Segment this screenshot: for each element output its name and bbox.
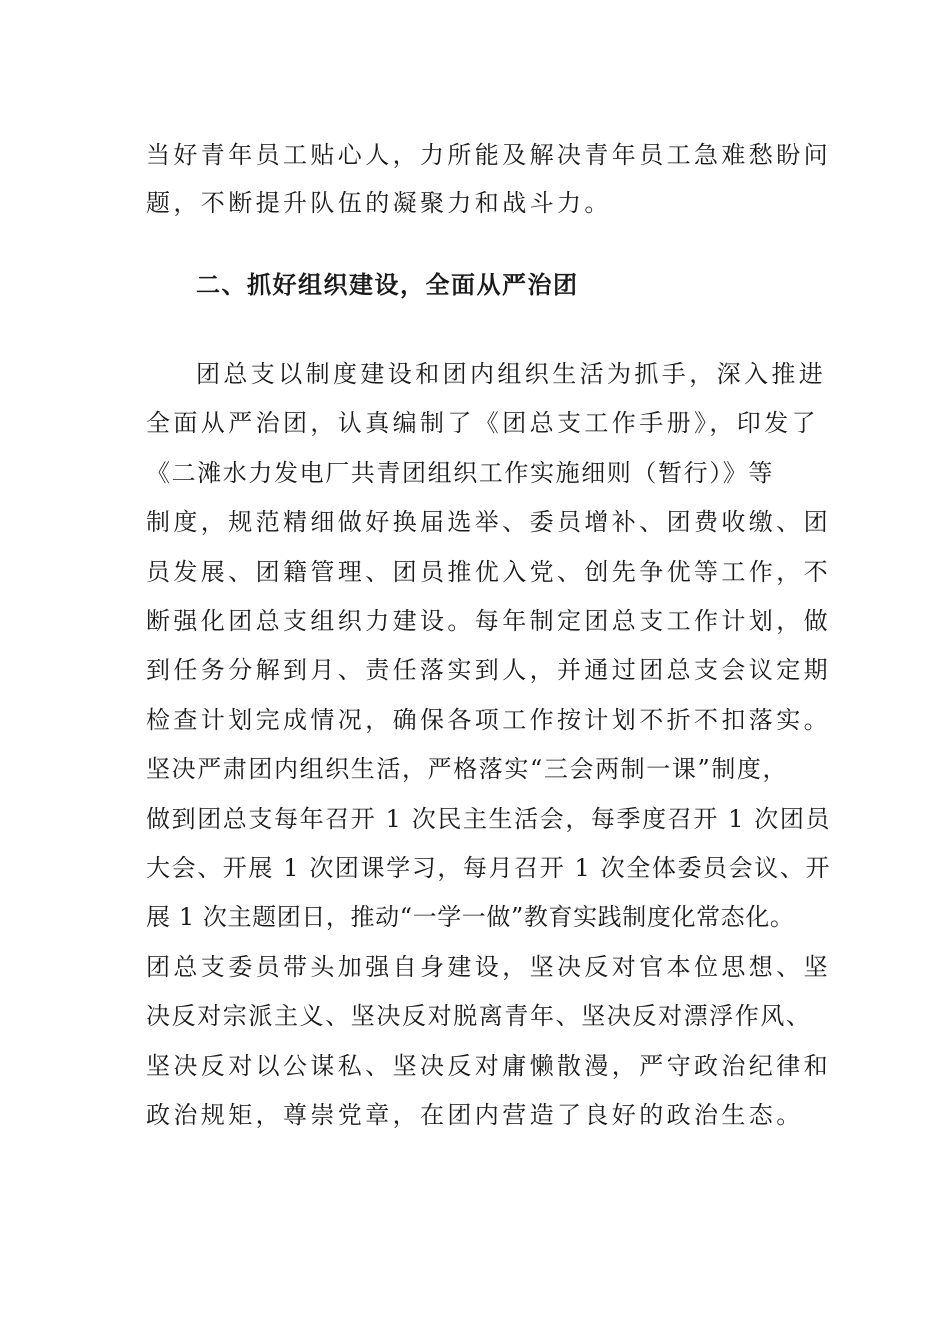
continuation-line-1: 当好青年员工贴心人，力所能及解决青年员工急难愁盼问 <box>146 141 831 169</box>
paragraph-line-1: 团总支以制度建设和团内组织生活为抓手，深入推进 <box>196 360 827 388</box>
paragraph-line-13: 团总支委员带头加强自身建设，坚决反对官本位思想、坚 <box>146 953 831 981</box>
paragraph-line-10: 做到团总支每年召开 1 次民主生活会，每季度召开 1 次团员 <box>146 805 832 833</box>
paragraph-line-5: 员发展、团籍管理、团员推优入党、创先争优等工作，不 <box>146 558 831 586</box>
paragraph-line-4: 制度，规范精细做好换届选举、委员增补、团费收缴、团 <box>146 508 831 536</box>
paragraph-line-14: 决反对宗派主义、坚决反对脱离青年、坚决反对漂浮作风、 <box>146 1002 812 1030</box>
paragraph-line-15: 坚决反对以公谋私、坚决反对庸懒散漫，严守政治纪律和 <box>146 1052 831 1080</box>
paragraph-line-16: 政治规矩，尊崇党章，在团内营造了良好的政治生态。 <box>146 1101 804 1129</box>
paragraph-line-7: 到任务分解到月、责任落实到人，并通过团总支会议定期 <box>146 656 831 684</box>
paragraph-line-2: 全面从严治团，认真编制了《团总支工作手册》，印发了 <box>146 409 819 437</box>
paragraph-line-9: 坚决严肃团内组织生活，严格落实“三会两制一课”制度， <box>146 755 789 783</box>
paragraph-line-6: 断强化团总支组织力建设。每年制定团总支工作计划，做 <box>146 607 831 635</box>
section-heading: 二、抓好组织建设，全面从严治团 <box>196 270 579 299</box>
continuation-line-2: 题，不断提升队伍的凝聚力和战斗力。 <box>146 189 612 217</box>
paragraph-line-12: 展 1 次主题团日，推动“一学一做”教育实践制度化常态化。 <box>146 903 795 931</box>
paragraph-line-11: 大会、开展 1 次团课学习，每月召开 1 次全体委员会议、开 <box>146 854 832 882</box>
paragraph-line-3: 《二滩水力发电厂共青团组织工作实施细则（暂行）》等 <box>146 459 774 487</box>
paragraph-line-8: 检查计划完成情况，确保各项工作按计划不折不扣落实。 <box>146 706 831 734</box>
